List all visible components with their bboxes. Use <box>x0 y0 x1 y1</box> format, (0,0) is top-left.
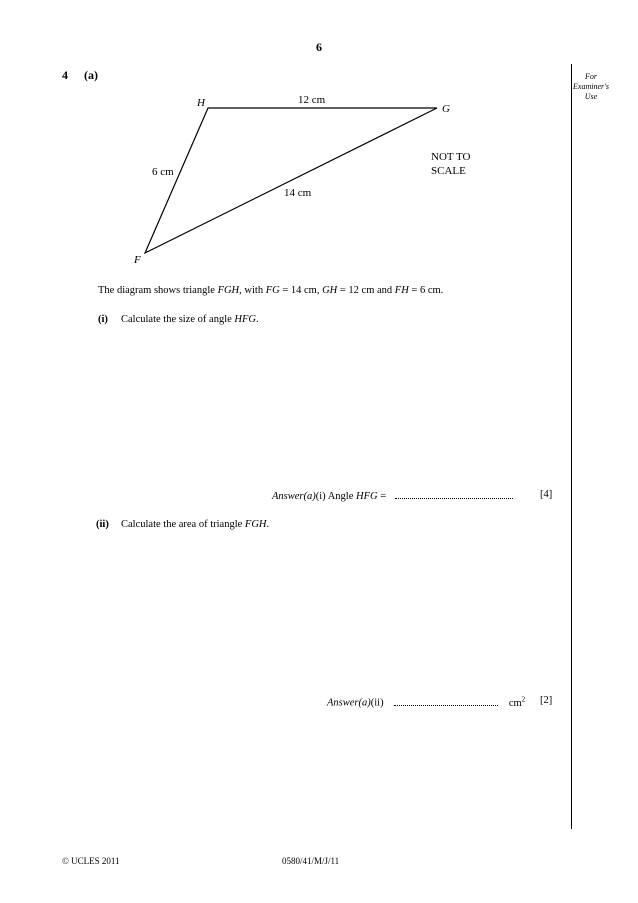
part-i-question: Calculate the size of angle HFG. <box>121 314 259 325</box>
answer-line-i: Answer(a)(i) Angle HFG = <box>272 489 513 502</box>
triangle-fgh <box>145 108 437 253</box>
question-number: 4 <box>62 68 68 82</box>
not-to-scale-line2: SCALE <box>431 165 466 177</box>
part-ii-label: (ii) <box>96 519 109 530</box>
answer-line-ii: Answer(a)(ii) $cm^2$ <box>327 695 526 709</box>
question-stem: The diagram shows triangle FGH, with FG = 14 cm, GH = 12 cm and FH = 6 cm. <box>98 285 444 296</box>
marks-i: [4] <box>540 489 553 500</box>
answer-field-ii[interactable] <box>394 696 498 706</box>
vertex-h-label: H <box>197 97 205 109</box>
footer-copyright: © UCLES 2011 <box>62 856 120 866</box>
question-part: (a) <box>84 68 98 82</box>
page-number: 6 <box>316 40 322 54</box>
side-fg-label: 14 cm <box>284 187 312 199</box>
area-unit: $cm^2$ <box>508 695 526 709</box>
vertex-f-label: F <box>134 254 141 266</box>
answer-field-i[interactable] <box>395 489 513 499</box>
footer-paper-code: 0580/41/M/J/11 <box>282 856 340 866</box>
part-i-label: (i) <box>98 314 108 325</box>
part-ii-question: Calculate the area of triangle FGH. <box>121 519 270 530</box>
not-to-scale-line1: NOT TO <box>431 151 471 163</box>
vertex-g-label: G <box>442 103 450 115</box>
examiner-margin-label: For Examiner's Use <box>573 72 609 101</box>
side-fh-label: 6 cm <box>152 166 174 178</box>
marks-ii: [2] <box>540 695 553 706</box>
side-gh-label: 12 cm <box>298 94 326 106</box>
